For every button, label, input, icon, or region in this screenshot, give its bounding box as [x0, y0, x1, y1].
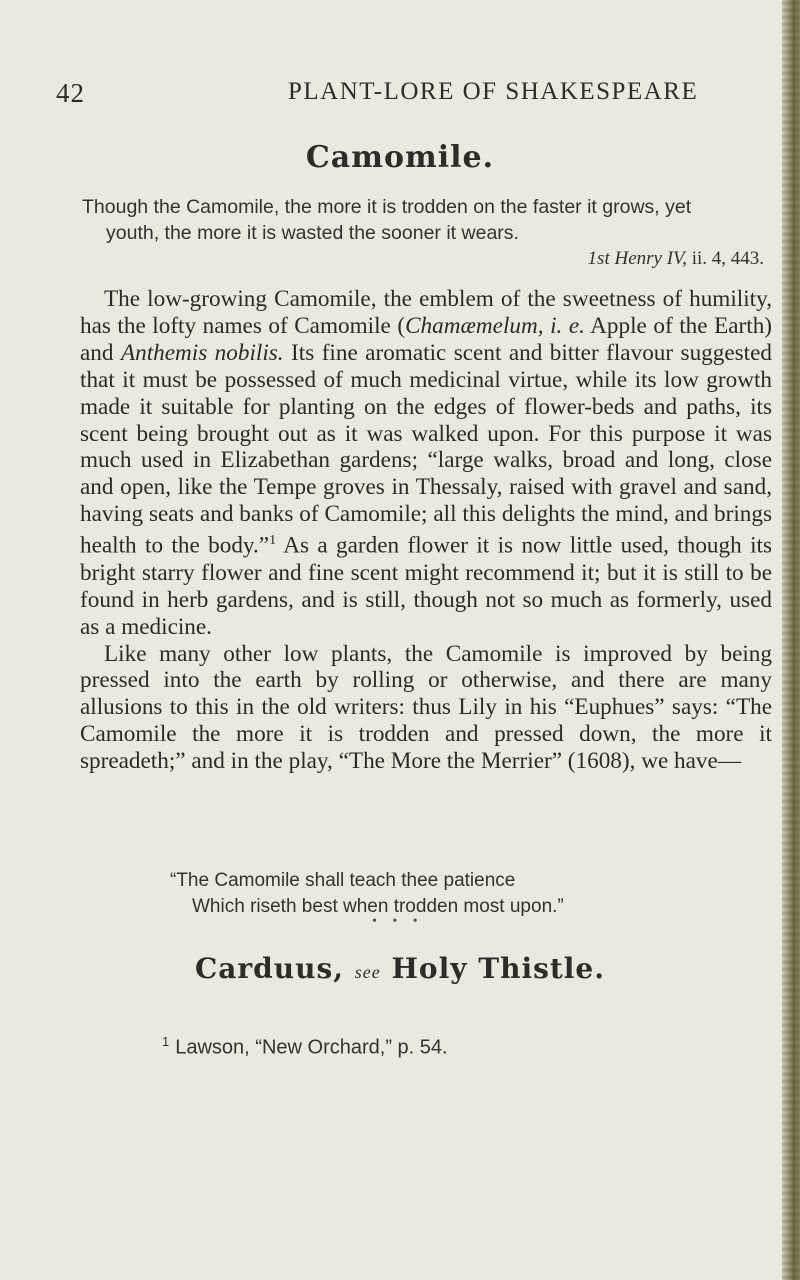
paragraph-1	[80, 286, 772, 641]
citation-reference: ii. 4, 443.	[691, 248, 764, 269]
verse-line-2: Which riseth best when trodden most upon.”	[192, 896, 564, 917]
paragraph-1-latin-name-b: Anthemis nobilis.	[120, 339, 284, 366]
verse-line-1: “The Camomile shall teach thee patience	[170, 870, 516, 891]
page-header	[56, 78, 776, 112]
footnote	[162, 1034, 448, 1060]
verse-quotation	[170, 868, 730, 920]
cross-reference-see: see	[354, 962, 381, 982]
page-number: 42	[56, 78, 85, 108]
epigraph-line-1: Though the Camomile, the more it is trodden on the faster it grows, yet	[82, 196, 692, 218]
epigraph-line-2: youth, the more it is wasted the sooner it wears.	[106, 222, 519, 244]
running-title: PLANT-LORE OF SHAKESPEARE	[288, 78, 699, 105]
section-heading-camomile: Camomile.	[305, 140, 495, 175]
paragraph-1-text-b: Apple of the Earth) and	[80, 312, 773, 366]
paragraph-1-text-a: The low-growing Camomile, the emblem of the sweetness of humility, has the lofty names of Camomile (	[80, 286, 772, 339]
paragraph-1-latin-name-a: Chamæmelum, i. e.	[405, 312, 585, 339]
paragraph-2: Like many other low plants, the Camomile is improved by being pressed into the earth by rolling or otherwise, and there are many allusions to this in the old writers: thus Lily in his “Euphues” says: “The Camomile the more it is trodden and pressed down, the more it spreadeth;” and in the play, “The More the Merrier” (1608), we have—	[80, 640, 772, 775]
carduus-heading-reference: Holy Thistle.	[391, 952, 605, 985]
paragraph-1-text-c: Its fine aromatic scent and bitter flavour suggested that it must be possessed of much medicinal virtue, while its low growth made it suitable for planting on the edges of flower-beds and paths, its scent being brought out as it was walked upon. For this purpose it was much used in Elizabethan gardens; “large walks, broad and long, close and open, like the Tempe groves in Thessaly, raised with gravel and sand, having seats and banks of Camomile; all this delights the mind, and brings health to the body.”	[80, 339, 772, 559]
epigraph-citation	[82, 246, 772, 272]
epigraph	[82, 194, 772, 272]
footnote-number: 1	[162, 1034, 170, 1049]
footnote-text: Lawson, “New Orchard,” p. 54.	[175, 1036, 448, 1059]
ornament-dots: • • •	[372, 914, 424, 929]
page-edge-shadow	[782, 0, 800, 1280]
citation-work: 1st Henry IV,	[587, 248, 687, 269]
footnote-marker: 1	[269, 533, 277, 549]
section-heading-carduus	[0, 952, 800, 985]
carduus-heading-main: Carduus,	[195, 952, 344, 985]
body-text	[80, 286, 772, 775]
paragraph-1-text-d: As a garden flower it is now little used, though its bright starry flower and fine scent might recommend it; but it is still to be found in herb gardens, and is still, though not so much as formerly, used as a medicine.	[80, 532, 772, 640]
